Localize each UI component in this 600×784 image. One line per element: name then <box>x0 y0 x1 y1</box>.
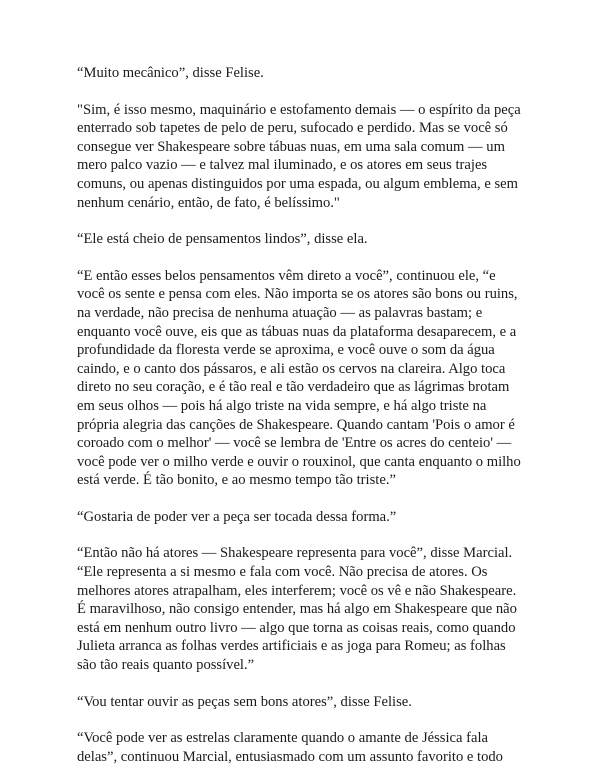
paragraph-6: “Então não há atores — Shakespeare representa para você”, disse Marcial. “Ele representa a si mesmo e fala com você. Não precisa de atores. Os melhores atores atrapalham, eles interferem; você os vê e não Shakespeare. É maravilhoso, não consigo entender, mas há algo em Shakespeare que não está em nenhum outro livro — algo que torna as coisas reais, como quando Julieta arranca as folhas verdes artificiais e as joga para Romeu; as folhas são tão reais quanto possível.” <box>77 545 517 674</box>
paragraph-5: “Gostaria de poder ver a peça ser tocada dessa forma.” <box>77 508 397 525</box>
paragraph-7: “Vou tentar ouvir as peças sem bons atores”, disse Felise. <box>77 693 412 710</box>
document-page <box>77 64 532 784</box>
paragraph-1: “Muito mecânico”, disse Felise. <box>77 65 264 81</box>
paragraph-2: "Sim, é isso mesmo, maquinário e estofamento demais — o espírito da peça enterrado sob tapetes de pelo de peru, sufocado e perdido. Mas se você só consegue ver Shakespeare sobre tábuas nuas, em uma sala comum — um mero palco vazio — e talvez mal iluminado, e os atores em seus trajes comuns, ou apenas distinguidos por uma espada, ou algum emblema, e sem nenhum cenário, então, de fato, é belíssimo." <box>77 101 521 211</box>
paragraph-4: “E então esses belos pensamentos vêm direto a você”, continuou ele, “e você os sente e pensa com eles. Não importa se os atores são bons ou ruins, na verdade, não precisa de nenhuma atuação — as palavras bastam; e enquanto você ouve, eis que as tábuas nuas da plataforma desaparecem, e a profundidade da floresta verde se aproxima, e você ouve o som da água caindo, e o canto dos pássaros, e ali estão os cervos na clareira. Algo toca direto no seu coração, e é tão real e tão verdadeiro que as lágrimas brotam em seus olhos — pois há algo triste na vida sempre, e há algo triste na própria alegria das canções de Shakespeare. Quando cantam 'Pois o amor é coroado com o melhor' — você se lembra de 'Entre os acres do centeio' — você pode ver o milho verde e ouvir o rouxinol, que canta enquanto o milho está verde. É tão bonito, e ao mesmo tempo tão triste.” <box>77 267 521 489</box>
paragraph-3: “Ele está cheio de pensamentos lindos”, disse ela. <box>77 231 368 248</box>
paragraph-8: “Você pode ver as estrelas claramente quando o amante de Jéssica fala delas”, continuou Marcial, entusiasmado com um assunto favorito e todo <box>77 730 503 765</box>
